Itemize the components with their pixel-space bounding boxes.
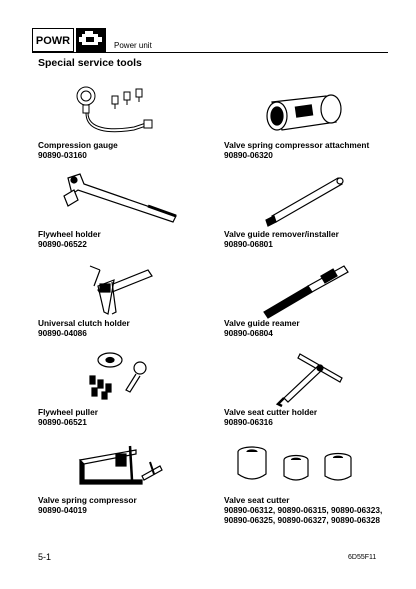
tool-item (38, 318, 218, 338)
section-name: Power unit (114, 41, 152, 50)
tool-part-number: 90890-04086 (38, 328, 87, 338)
page-number: 5-1 (38, 552, 52, 562)
compression-gauge-icon (64, 82, 164, 147)
tool-name: Flywheel puller (38, 407, 98, 417)
tool-item (38, 229, 218, 249)
flywheel-holder-icon (58, 170, 188, 231)
tool-part-number: 90890-04019 (38, 505, 87, 515)
page-header (32, 28, 388, 54)
valve-guide-remover-icon (262, 170, 352, 231)
tool-item (38, 140, 218, 160)
tool-name: Valve guide reamer (224, 318, 300, 328)
tool-name: Compression gauge (38, 140, 118, 150)
tool-item (224, 495, 404, 525)
tool-part-number: 90890-06804 (224, 328, 273, 338)
tool-part-number: 90890-03160 (38, 150, 87, 160)
tool-part-number: 90890-06312, 90890-06315, 90890-06323, (224, 505, 383, 515)
tool-part-number: 90890-06316 (224, 417, 273, 427)
valve-seat-cutter-icon (232, 444, 358, 493)
spring-compressor-icon (72, 440, 168, 493)
tool-part-number: 90890-06522 (38, 239, 87, 249)
page-title: Special service tools (38, 57, 142, 69)
tool-name: Valve seat cutter (224, 495, 290, 505)
tool-name: Valve spring compressor attachment (224, 140, 370, 150)
clutch-holder-icon (78, 262, 158, 323)
tool-name: Valve spring compressor (38, 495, 137, 505)
header-rule (32, 52, 388, 53)
tool-part-number: 90890-06325, 90890-06327, 90890-06328 (224, 515, 380, 525)
section-tab: POWR (32, 28, 74, 52)
tool-item (224, 407, 404, 427)
tool-name: Valve guide remover/installer (224, 229, 339, 239)
tool-name: Valve seat cutter holder (224, 407, 318, 417)
tool-part-number: 90890-06521 (38, 417, 87, 427)
tool-name: Flywheel holder (38, 229, 101, 239)
cutter-holder-icon (270, 348, 354, 409)
tool-item (224, 140, 404, 160)
tool-part-number: 90890-06801 (224, 239, 273, 249)
tool-item (38, 407, 218, 427)
tool-item (224, 318, 404, 338)
document-code: 6D55F11 (348, 554, 377, 561)
tool-item (38, 495, 218, 515)
tool-item (224, 229, 404, 249)
tool-part-number: 90890-06320 (224, 150, 273, 160)
valve-guide-reamer-icon (260, 258, 356, 323)
tool-name: Universal clutch holder (38, 318, 130, 328)
flywheel-puller-icon (82, 350, 162, 405)
engine-icon (76, 28, 106, 52)
